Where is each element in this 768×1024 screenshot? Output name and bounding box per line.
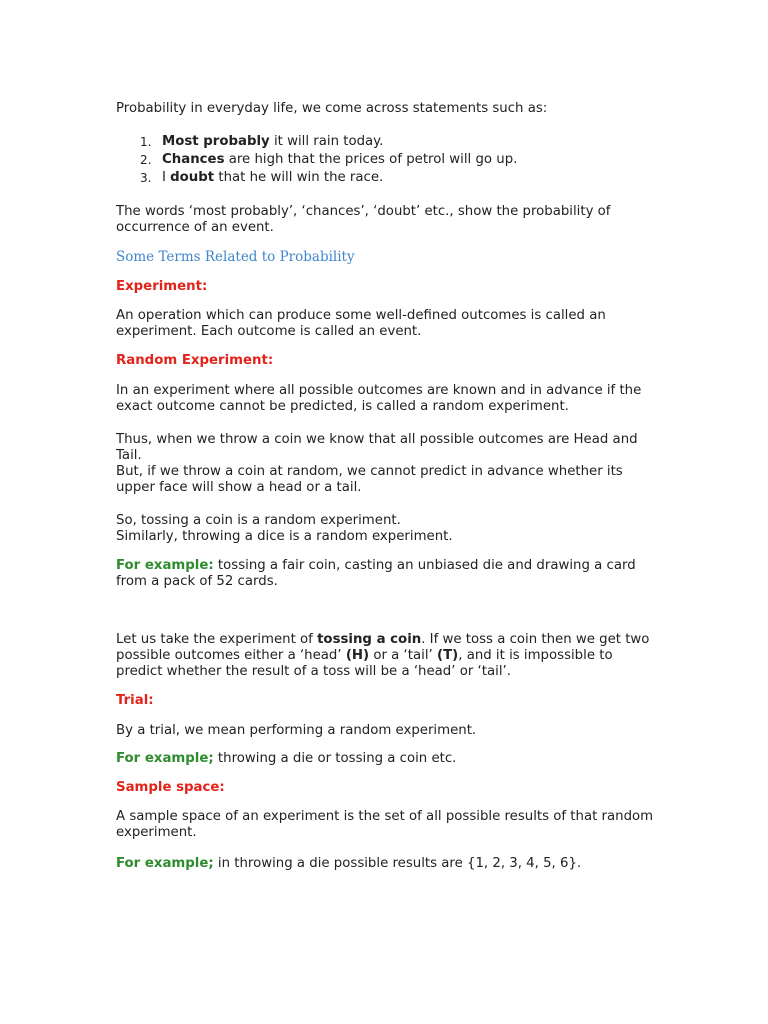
words-paragraph: The words ‘most probably’, ‘chances’, ‘doubt’ etc., show the probability of occurrence of an event. [116,204,611,235]
list-item [116,169,517,187]
trial-definition: By a trial, we mean performing a random experiment. [116,723,477,738]
list-number: 2. [140,153,152,167]
list-text-post: are high that the prices of petrol will go up. [224,152,518,167]
coin-outcomes-paragraph: Thus, when we throw a coin we know that all possible outcomes are Head and Tail. [116,432,638,463]
coin-random-sentence: So, tossing a coin is a random experiment. [116,513,401,528]
coin-toss-paragraph [116,632,656,680]
section-title: Some Terms Related to Probability [116,249,355,265]
examples-list [116,133,517,187]
list-bold-term: Chances [162,152,225,167]
list-number: 1. [140,135,152,149]
random-experiment-definition: In an experiment where all possible outcomes are known and in advance if the exact outcome cannot be predicted, is called a random experiment. [116,383,642,414]
coin-prediction-paragraph: But, if we throw a coin at random, we cannot predict in advance whether its upper face will show a head or a tail. [116,464,623,495]
random-example-paragraph [116,558,656,590]
example-label: For example; [116,751,214,766]
list-text-post: that he will win the race. [214,170,384,185]
coin-tail-symbol: (T) [437,648,459,663]
example-text: tossing a fair coin, casting an unbiased die and drawing a card from a pack of 52 cards. [116,558,636,589]
experiment-heading: Experiment: [116,279,208,294]
list-bold-term: doubt [170,170,215,185]
list-text-pre: I [162,170,171,185]
dice-random-sentence: Similarly, throwing a dice is a random experiment. [116,529,453,544]
coin-text-4: , and it is impossible to predict whether the result of a toss will be a ‘head’ or ‘tail’. [116,648,613,679]
list-number: 3. [140,171,152,185]
coin-text-2: . If we toss a coin then we get two possible outcomes either a ‘head’ [116,632,650,663]
example-label: For example: [116,558,214,573]
trial-heading: Trial: [116,693,154,708]
coin-text-1: Let us take the experiment of [116,632,318,647]
example-text: throwing a die or tossing a coin etc. [213,751,457,766]
list-item [116,133,517,151]
sample-space-example-paragraph [116,856,656,872]
coin-bold-term: tossing a coin [317,632,422,647]
intro-paragraph: Probability in everyday life, we come across statements such as: [116,101,548,116]
sample-space-definition: A sample space of an experiment is the set of all possible results of that random experiment. [116,809,654,840]
example-text: in throwing a die possible results are {1, 2, 3, 4, 5, 6}. [213,856,582,871]
coin-head-symbol: (H) [345,648,370,663]
example-label: For example; [116,856,214,871]
list-bold-term: Most probably [162,134,270,149]
trial-example-paragraph [116,751,656,767]
list-item [116,151,517,169]
list-text-post: it will rain today. [269,134,384,149]
experiment-definition: An operation which can produce some well-defined outcomes is called an experiment. Each outcome is called an event. [116,308,606,339]
random-experiment-heading: Random Experiment: [116,353,274,368]
sample-space-heading: Sample space: [116,780,225,795]
coin-text-3: or a ‘tail’ [369,648,437,663]
